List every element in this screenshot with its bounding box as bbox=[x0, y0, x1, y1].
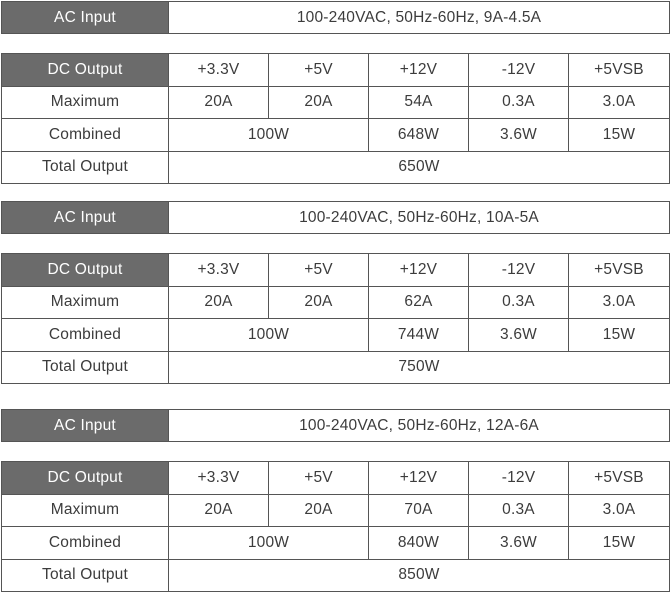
maximum-value: 20A bbox=[169, 286, 269, 319]
dc-output-label: DC Output bbox=[2, 54, 169, 87]
rail-label: +12V bbox=[369, 254, 469, 287]
rail-label: +12V bbox=[369, 462, 469, 495]
maximum-row bbox=[2, 286, 670, 319]
maximum-value: 0.3A bbox=[469, 286, 569, 319]
maximum-value: 0.3A bbox=[469, 86, 569, 119]
combined-value: 100W bbox=[169, 527, 369, 560]
ac-input-label: AC Input bbox=[2, 410, 169, 442]
maximum-value: 20A bbox=[169, 494, 269, 527]
maximum-value: 3.0A bbox=[569, 494, 670, 527]
ac-input-label: AC Input bbox=[2, 2, 169, 34]
maximum-value: 70A bbox=[369, 494, 469, 527]
maximum-value: 62A bbox=[369, 286, 469, 319]
ac-input-label: AC Input bbox=[2, 202, 169, 234]
total-output-row bbox=[2, 351, 670, 384]
ac-input-value: 100-240VAC, 50Hz-60Hz, 12A-6A bbox=[169, 410, 670, 442]
combined-value: 15W bbox=[569, 119, 670, 152]
rail-label: +5VSB bbox=[569, 462, 670, 495]
rail-label: +3.3V bbox=[169, 54, 269, 87]
combined-label: Combined bbox=[2, 527, 169, 560]
total-output-label: Total Output bbox=[2, 351, 169, 384]
maximum-label: Maximum bbox=[2, 494, 169, 527]
dc-output-table bbox=[1, 53, 670, 184]
rail-label: +3.3V bbox=[169, 462, 269, 495]
combined-row bbox=[2, 119, 670, 152]
maximum-value: 54A bbox=[369, 86, 469, 119]
rail-label: +12V bbox=[369, 54, 469, 87]
rail-label: +5V bbox=[269, 462, 369, 495]
ac-input-row bbox=[2, 410, 670, 442]
combined-value: 648W bbox=[369, 119, 469, 152]
dc-output-label: DC Output bbox=[2, 462, 169, 495]
total-output-value: 650W bbox=[169, 151, 670, 184]
combined-value: 3.6W bbox=[469, 527, 569, 560]
rail-label: +5VSB bbox=[569, 254, 670, 287]
dc-output-header-row bbox=[2, 254, 670, 287]
combined-value: 3.6W bbox=[469, 119, 569, 152]
maximum-row bbox=[2, 86, 670, 119]
dc-output-header-row bbox=[2, 462, 670, 495]
total-output-label: Total Output bbox=[2, 151, 169, 184]
combined-label: Combined bbox=[2, 119, 169, 152]
ac-input-table bbox=[1, 1, 670, 34]
combined-value: 840W bbox=[369, 527, 469, 560]
combined-value: 15W bbox=[569, 527, 670, 560]
maximum-value: 3.0A bbox=[569, 286, 670, 319]
dc-output-table bbox=[1, 461, 670, 592]
rail-label: -12V bbox=[469, 254, 569, 287]
rail-label: +5VSB bbox=[569, 54, 670, 87]
total-output-row bbox=[2, 151, 670, 184]
maximum-row bbox=[2, 494, 670, 527]
total-output-row bbox=[2, 559, 670, 592]
rail-label: -12V bbox=[469, 462, 569, 495]
combined-value: 744W bbox=[369, 319, 469, 352]
total-output-value: 850W bbox=[169, 559, 670, 592]
dc-output-label: DC Output bbox=[2, 254, 169, 287]
rail-label: +5V bbox=[269, 54, 369, 87]
combined-row bbox=[2, 527, 670, 560]
dc-output-header-row bbox=[2, 54, 670, 87]
maximum-value: 20A bbox=[269, 286, 369, 319]
ac-input-table bbox=[1, 409, 670, 442]
combined-value: 3.6W bbox=[469, 319, 569, 352]
rail-label: -12V bbox=[469, 54, 569, 87]
maximum-value: 20A bbox=[169, 86, 269, 119]
ac-input-row bbox=[2, 2, 670, 34]
combined-row bbox=[2, 319, 670, 352]
combined-value: 15W bbox=[569, 319, 670, 352]
maximum-label: Maximum bbox=[2, 86, 169, 119]
combined-label: Combined bbox=[2, 319, 169, 352]
total-output-value: 750W bbox=[169, 351, 670, 384]
combined-value: 100W bbox=[169, 119, 369, 152]
combined-value: 100W bbox=[169, 319, 369, 352]
maximum-value: 20A bbox=[269, 86, 369, 119]
total-output-label: Total Output bbox=[2, 559, 169, 592]
ac-input-value: 100-240VAC, 50Hz-60Hz, 9A-4.5A bbox=[169, 2, 670, 34]
maximum-label: Maximum bbox=[2, 286, 169, 319]
dc-output-table bbox=[1, 253, 670, 384]
ac-input-row bbox=[2, 202, 670, 234]
ac-input-value: 100-240VAC, 50Hz-60Hz, 10A-5A bbox=[169, 202, 670, 234]
rail-label: +5V bbox=[269, 254, 369, 287]
maximum-value: 0.3A bbox=[469, 494, 569, 527]
ac-input-table bbox=[1, 201, 670, 234]
maximum-value: 3.0A bbox=[569, 86, 670, 119]
rail-label: +3.3V bbox=[169, 254, 269, 287]
maximum-value: 20A bbox=[269, 494, 369, 527]
